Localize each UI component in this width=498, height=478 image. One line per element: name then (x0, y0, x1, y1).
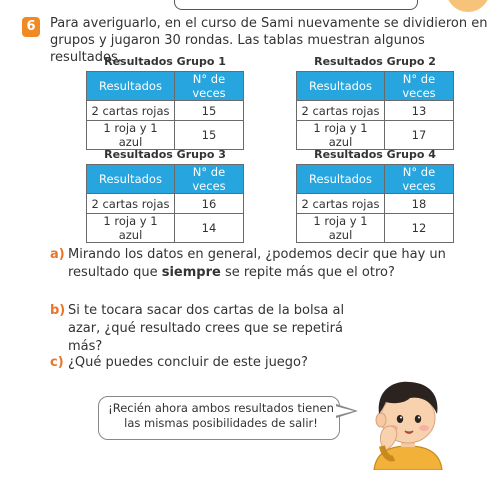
table-row (297, 214, 454, 243)
question-label: b) (50, 303, 66, 318)
question-text-part: se repite más que el otro? (220, 265, 395, 280)
table-row (87, 214, 244, 243)
table-header-count: N° de veces (175, 72, 244, 101)
exercise-intro: Para averiguarlo, en el curso de Sami nuevamente se dividieron en grupos y jugaron 30 rondas. Las tablas muestran algunos resultados. (50, 16, 488, 65)
table-cell: 1 roja y 1 azul (87, 121, 175, 150)
question-label: c) (50, 355, 64, 370)
table-cell: 15 (175, 101, 244, 121)
table-cell: 1 roja y 1 azul (297, 214, 385, 243)
table-cell: 15 (175, 121, 244, 150)
question-text: Si te tocara sacar dos cartas de la bolsa al azar, ¿qué resultado crees que se repetirá más? (68, 303, 345, 354)
table-cell: 12 (385, 214, 454, 243)
speech-bubble-tail-fill (335, 406, 354, 416)
question-c (50, 354, 450, 372)
table-header-results: Resultados (87, 72, 175, 101)
table-cell: 2 cartas rojas (87, 194, 175, 214)
question-b (50, 302, 380, 356)
table-cell: 1 roja y 1 azul (297, 121, 385, 150)
table-cell: 2 cartas rojas (297, 194, 385, 214)
table-title: Resultados Grupo 4 (314, 148, 436, 161)
table-cell: 18 (385, 194, 454, 214)
table-row (87, 194, 244, 214)
table-header-results: Resultados (297, 165, 385, 194)
table-header-results: Resultados (87, 165, 175, 194)
question-text-part: Mirando los datos en general, ¿podemos decir que hay un resultado que (68, 247, 446, 280)
table-title: Resultados Grupo 2 (314, 55, 436, 68)
table-header-results: Resultados (297, 72, 385, 101)
table-header-count: N° de veces (385, 72, 454, 101)
question-a (50, 246, 450, 282)
table-cell: 2 cartas rojas (297, 101, 385, 121)
table-row (87, 101, 244, 121)
results-table-group-1 (86, 55, 244, 150)
results-table-group-3 (86, 148, 244, 243)
table-title: Resultados Grupo 3 (104, 148, 226, 161)
table-row (297, 194, 454, 214)
question-emphasis: siempre (161, 265, 221, 280)
table-cell: 14 (175, 214, 244, 243)
table-header-count: N° de veces (385, 165, 454, 194)
exercise-number-badge: 6 (22, 17, 40, 37)
results-table-group-4 (296, 148, 454, 243)
top-frame-partial (174, 0, 418, 10)
table-cell: 13 (385, 101, 454, 121)
table-row (87, 121, 244, 150)
table-cell: 17 (385, 121, 454, 150)
table-title: Resultados Grupo 1 (104, 55, 226, 68)
table-row (297, 121, 454, 150)
table-cell: 16 (175, 194, 244, 214)
table-row (297, 101, 454, 121)
table-cell: 2 cartas rojas (87, 101, 175, 121)
results-table-group-2 (296, 55, 454, 150)
table-cell: 1 roja y 1 azul (87, 214, 175, 243)
child-thinking-illustration (360, 374, 456, 470)
question-text: ¿Qué puedes concluir de este juego? (68, 355, 308, 370)
speech-bubble-text: ¡Recién ahora ambos resultados tienen las mismas posibilidades de salir! (108, 401, 334, 430)
question-text (50, 246, 450, 282)
decorative-illustration-partial (446, 0, 490, 12)
table-header-count: N° de veces (175, 165, 244, 194)
question-label: a) (50, 247, 65, 262)
